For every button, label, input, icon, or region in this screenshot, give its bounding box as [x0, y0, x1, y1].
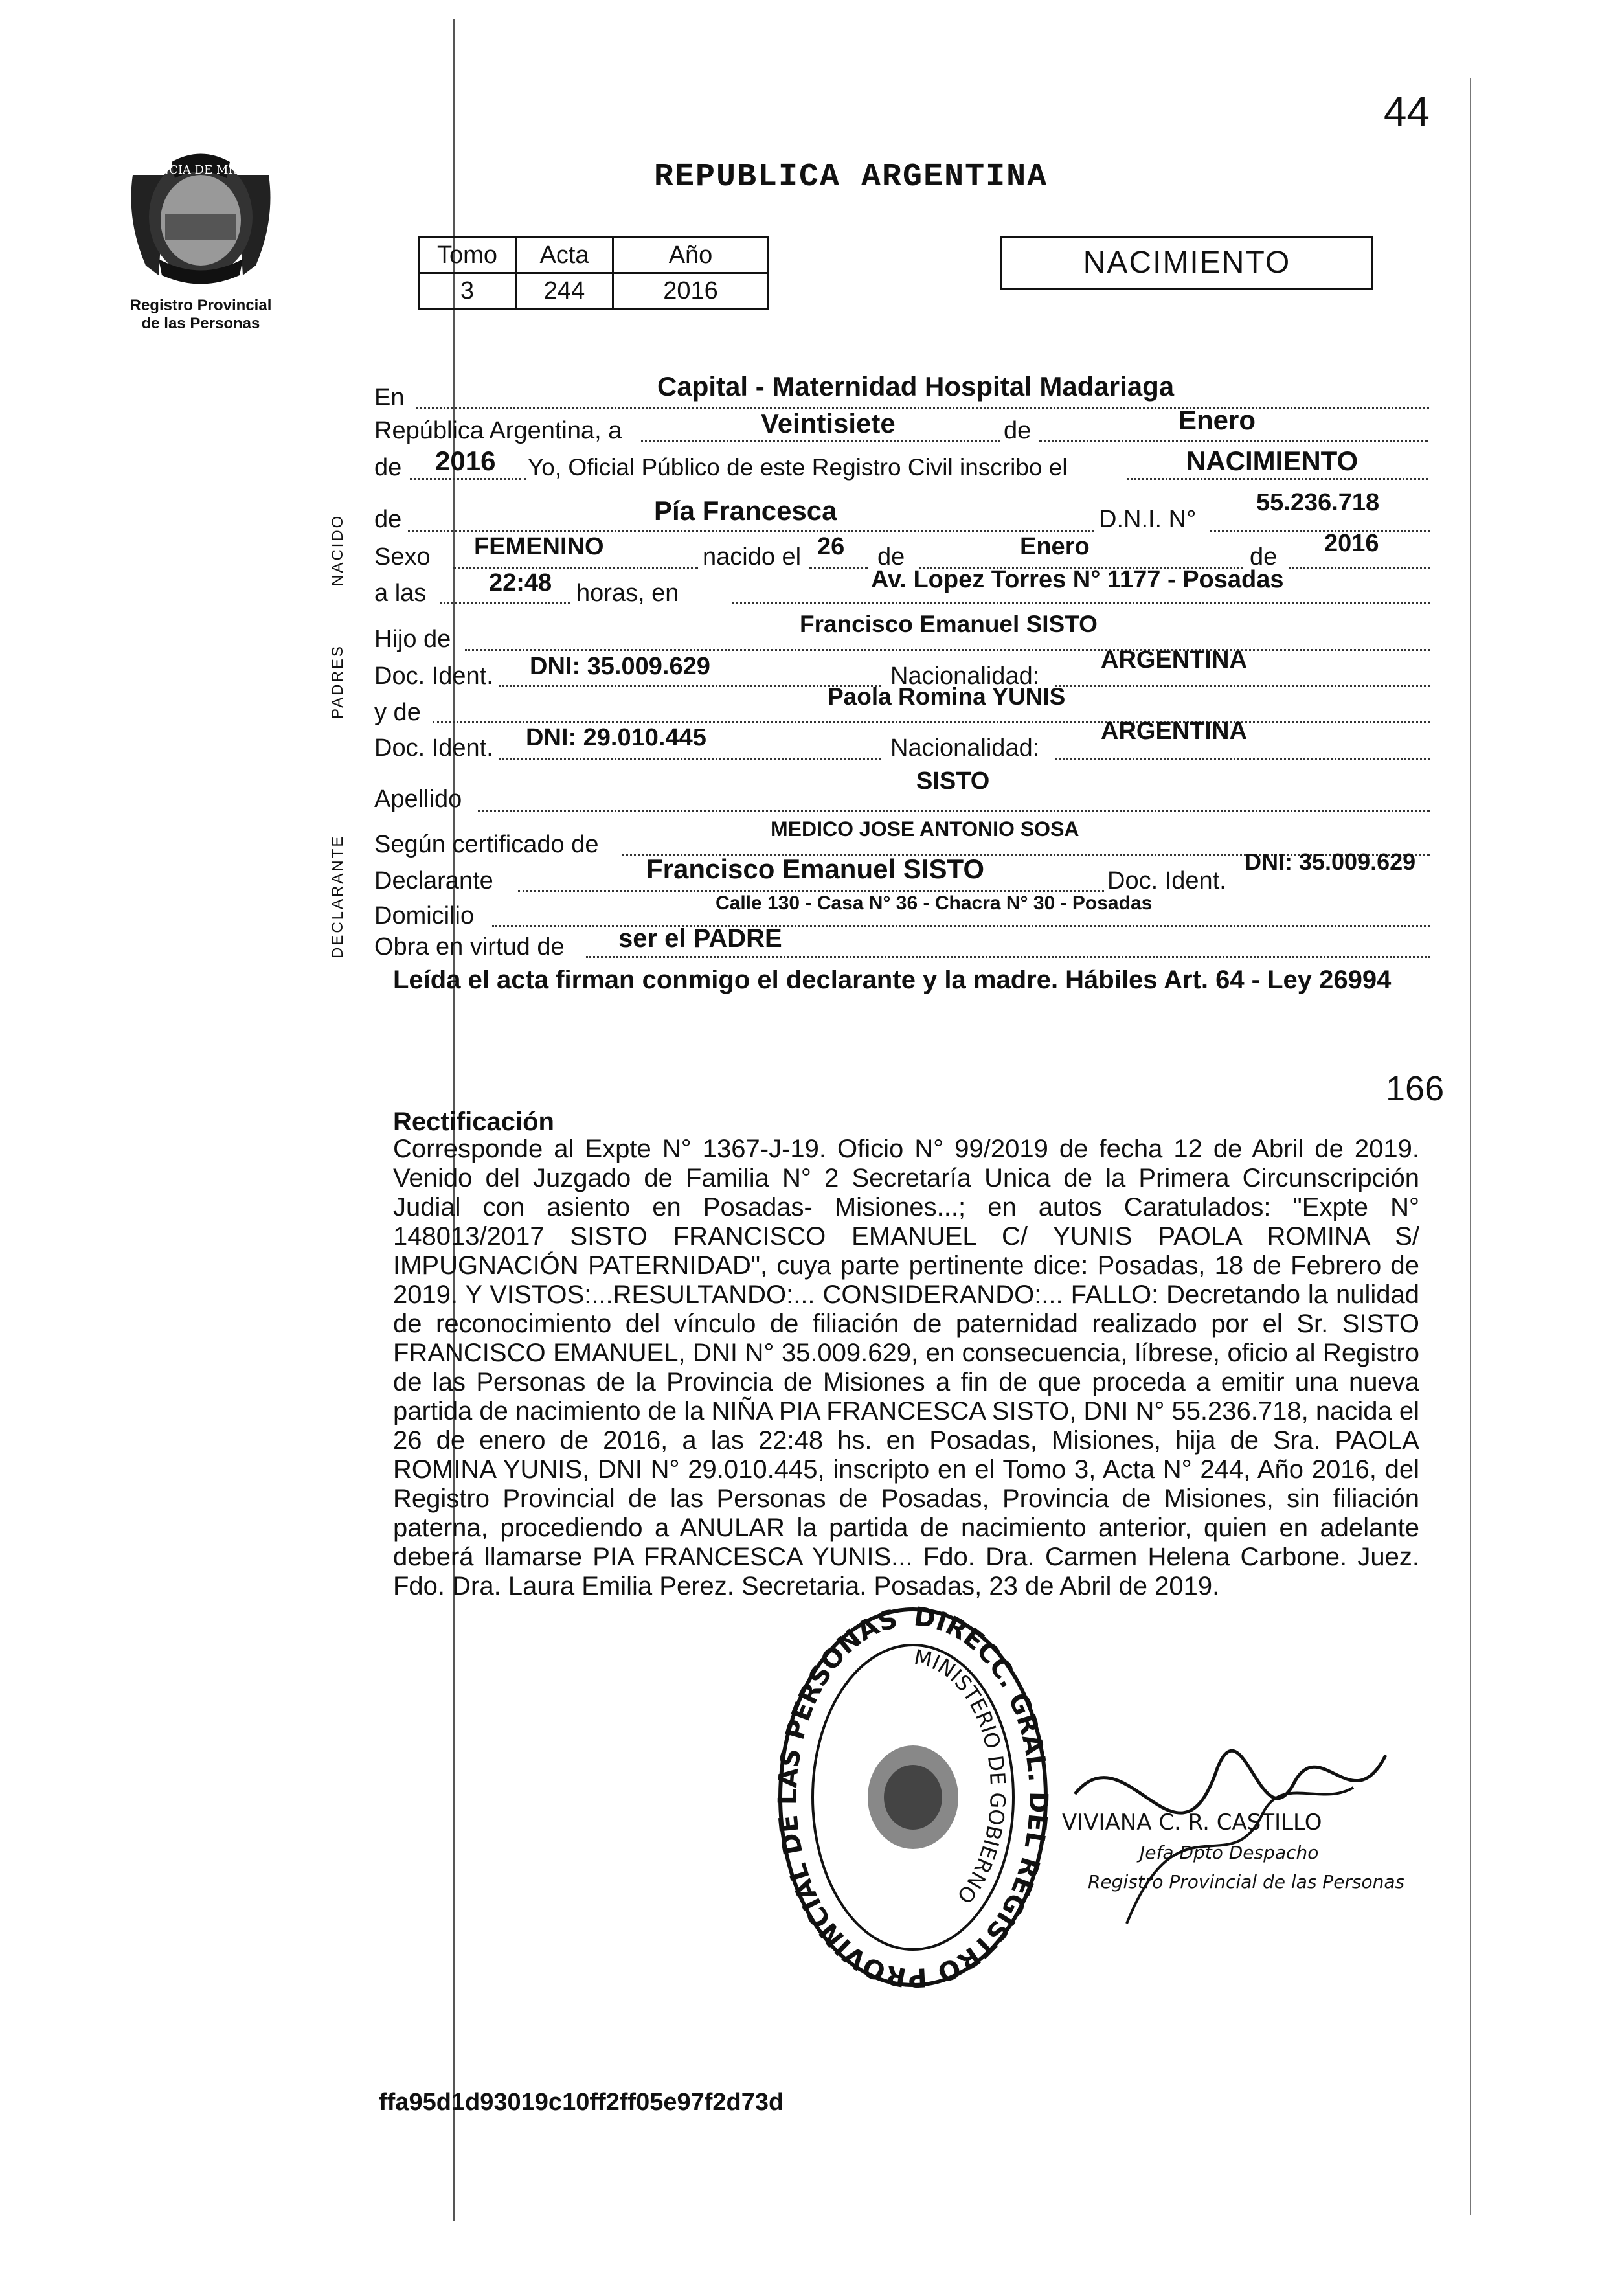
year-header: Año — [613, 238, 769, 273]
child-of-label: Hijo de — [374, 626, 451, 653]
acts-by-label: Obra en virtud de — [374, 933, 565, 960]
en-label: En — [374, 384, 405, 411]
year-value: 2016 — [435, 446, 496, 476]
signature — [1049, 1716, 1412, 1930]
dotted-line — [1127, 478, 1428, 480]
mother-name-value: Paola Romina YUNIS — [828, 683, 1066, 710]
mother-doc-value: DNI: 29.010.445 — [526, 724, 706, 751]
emblem-caption — [97, 297, 304, 333]
emblem-caption-line: de las Personas — [141, 315, 260, 332]
birth-address-value: Av. Lopez Torres N° 1177 - Posadas — [871, 566, 1284, 593]
dotted-line — [478, 810, 1430, 812]
official-seal — [774, 1600, 1052, 1995]
section-label-nacido: NACIDO — [329, 514, 346, 586]
dotted-line — [732, 602, 1430, 604]
declarant-doc-label: Doc. Ident. — [1107, 867, 1226, 894]
father-nationality-label: Nacionalidad: — [890, 663, 1040, 690]
tomo-value: 3 — [419, 273, 516, 309]
domicile-value: Calle 130 - Casa N° 36 - Chacra N° 30 - Posadas — [716, 892, 1153, 914]
act-type-box: NACIMIENTO — [1000, 236, 1373, 290]
inscribe-type-value: NACIMIENTO — [1186, 446, 1359, 476]
hours-label: horas, en — [576, 580, 679, 607]
birth-day-value: 26 — [817, 533, 845, 560]
day-words-value: Veintisiete — [761, 408, 896, 438]
sex-value: FEMENINO — [474, 533, 604, 560]
svg-text:Registro Provincial de las Per: Registro Provincial de las Personas — [1088, 1871, 1405, 1892]
acta-header: Acta — [516, 238, 613, 273]
province-emblem — [120, 149, 282, 288]
mother-nationality-value: ARGENTINA — [1101, 718, 1247, 745]
surname-label: Apellido — [374, 786, 462, 813]
mother-doc-label: Doc. Ident. — [374, 734, 493, 762]
registry-header-row — [419, 238, 769, 273]
dotted-line — [408, 530, 1094, 532]
and-label: y de — [374, 699, 421, 726]
father-name-value: Francisco Emanuel SISTO — [800, 611, 1098, 637]
year-value: 2016 — [613, 273, 769, 309]
mother-nationality-label: Nacionalidad: — [890, 734, 1040, 762]
dotted-line — [440, 602, 570, 604]
section-label-declarante: DECLARANTE — [329, 834, 346, 959]
dotted-line — [465, 649, 1430, 651]
child-dni-value: 55.236.718 — [1256, 489, 1380, 516]
father-doc-value: DNI: 35.009.629 — [530, 653, 710, 680]
sex-label: Sexo — [374, 543, 431, 571]
de-label: de — [1004, 417, 1032, 444]
dotted-line — [1210, 530, 1430, 532]
dotted-line — [641, 440, 1000, 442]
acta-value: 244 — [516, 273, 613, 309]
section-label-padres: PADRES — [329, 644, 346, 719]
dotted-line — [1055, 685, 1430, 687]
father-nationality-value: ARGENTINA — [1101, 646, 1247, 674]
birth-de-label: de — [877, 543, 905, 571]
dotted-line — [410, 478, 526, 480]
svg-text:VIVIANA C. R. CASTILLO: VIVIANA C. R. CASTILLO — [1062, 1810, 1322, 1835]
rectification-title: Rectificación — [393, 1107, 554, 1136]
birth-month-value: Enero — [1020, 533, 1090, 560]
place-value: Capital - Maternidad Hospital Madariaga — [657, 371, 1175, 402]
dotted-line — [416, 407, 1429, 409]
father-doc-label: Doc. Ident. — [374, 663, 493, 690]
right-margin-line — [1470, 78, 1471, 2215]
document-hash: ffa95d1d93019c10ff2ff05e97f2d73d — [379, 2089, 784, 2116]
dotted-line — [1039, 440, 1428, 442]
tomo-header: Tomo — [419, 238, 516, 273]
surname-value: SISTO — [916, 767, 990, 795]
dotted-line — [586, 956, 1430, 958]
certificate-label: Según certificado de — [374, 831, 599, 858]
registry-value-row — [419, 273, 769, 309]
dotted-line — [499, 685, 881, 687]
month-value: Enero — [1179, 405, 1256, 435]
dotted-line — [499, 758, 881, 760]
born-label: nacido el — [703, 543, 802, 571]
birth-year-value: 2016 — [1324, 530, 1379, 557]
name-label: de — [374, 506, 402, 533]
dotted-line — [433, 721, 1430, 723]
reading-notice: Leída el acta firman conmigo el declarante y la madre. Hábiles Art. 64 - Ley 26994 — [393, 966, 1392, 994]
dotted-line — [518, 890, 1104, 892]
second-page-number: 166 — [1386, 1069, 1445, 1108]
svg-text:Jefa Dpto Despacho: Jefa Dpto Despacho — [1140, 1842, 1319, 1863]
child-name-value: Pía Francesca — [654, 495, 837, 526]
svg-text:MINISTERIO DE GOBIERNO: MINISTERIO DE GOBIERNO — [912, 1644, 1011, 1909]
year-prefix-label: de — [374, 454, 402, 481]
svg-text:DIRECC. GRAL. DEL REGISTRO PRO: DIRECC. GRAL. DEL REGISTRO PROVINCIAL DE LAS PERSONAS — [774, 1602, 1052, 1993]
declarant-value: Francisco Emanuel SISTO — [646, 854, 985, 884]
republic-label: República Argentina, a — [374, 417, 622, 444]
dotted-line — [1289, 567, 1430, 569]
emblem-caption-line: Registro Provincial — [130, 297, 272, 314]
registry-table — [418, 236, 769, 310]
svg-text:PROVINCIA DE MISIONES: PROVINCIA DE MISIONES — [120, 163, 282, 177]
domicile-label: Domicilio — [374, 902, 475, 929]
page-number: 44 — [1383, 88, 1430, 135]
officer-text: Yo, Oficial Público de este Registro Civil inscribo el — [528, 454, 1068, 481]
time-label: a las — [374, 580, 427, 607]
declarant-doc-value: DNI: 35.009.629 — [1245, 848, 1416, 875]
birth-de2-label: de — [1250, 543, 1278, 571]
dotted-line — [1055, 758, 1430, 760]
declarant-label: Declarante — [374, 867, 493, 894]
dni-label: D.N.I. N° — [1099, 506, 1197, 533]
birth-time-value: 22:48 — [489, 569, 552, 596]
dotted-line — [809, 567, 868, 569]
country-title: REPUBLICA ARGENTINA — [654, 159, 1048, 196]
acts-by-value: ser el PADRE — [618, 924, 782, 953]
certificate-value: MEDICO JOSE ANTONIO SOSA — [771, 817, 1079, 841]
rectification-body: Corresponde al Expte N° 1367-J-19. Oficio N° 99/2019 de fecha 12 de Abril de 2019. Venido del Juzgado de Familia N° 2 Secretaría Unica de la Primera Circunscripción Judial con asiento en Posadas- Misiones...; en autos Caratulados: "Expte N° 148013/2017 SISTO FRANCISCO EMANUEL C/ YUNIS PAOLA ROMINA S/ IMPUGNACIÓN PATERNIDAD", cuya parte pertinente dice: Posadas, 18 de Febrero de 2019. Y VISTOS:...RESULTANDO:... CONSIDERANDO:... FALLO: Decretando la nulidad de reconocimiento del vínculo de filiación de paternidad realizado por el Sr. SISTO FRANCISCO EMANUEL, DNI N° 35.009.629, en consecuencia, líbrese, oficio al Registro de las Personas de la Provincia de Misiones a fin de que proceda a emitir una nueva partida de nacimiento de la NIÑA PIA FRANCESCA SISTO, DNI N° 55.236.718, nacida el 26 de enero de 2016, a las 22:48 hs. en Posadas, Misiones, hija de Sra. PAOLA ROMINA YUNIS, DNI N° 29.010.445, inscripto en el Tomo 3, Acta N° 244, Año 2016, del Registro Provincial de las Personas de Posadas, Provincia de Misiones, sin filiación paterna, procediendo a ANULAR la partida de nacimiento anterior, quien en adelante deberá llamarse PIA FRANCESCA YUNIS... Fdo. Dra. Carmen Helena Carbone. Juez. Fdo. Dra. Laura Emilia Perez. Secretaria. Posadas, 23 de Abril de 2019. — [393, 1135, 1419, 1600]
